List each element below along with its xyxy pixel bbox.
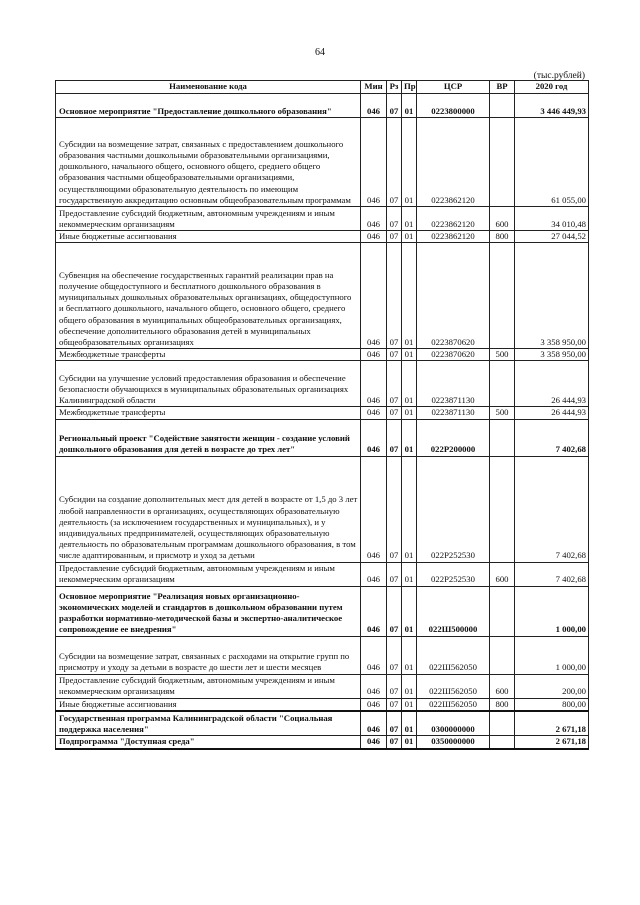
row-vr [490, 419, 515, 456]
row-min: 046 [361, 243, 387, 349]
table-row [56, 243, 589, 349]
row-vr: 500 [490, 349, 515, 361]
row-min: 046 [361, 698, 387, 711]
row-name: Основное мероприятие "Реализация новых организационно-экономических моделей и стандартов в дошкольном образовании путем разработки нормативно-методической базы и экспертно-аналитическое сопровождение ее внедрения" [56, 586, 361, 636]
row-pr: 01 [402, 407, 417, 419]
row-name: Иные бюджетные ассигнования [56, 698, 361, 711]
row-name: Предоставление субсидий бюджетным, автономным учреждениям и иным некоммерческим организациям [56, 562, 361, 586]
row-min: 046 [361, 207, 387, 231]
row-csr: 022P252530 [417, 456, 490, 562]
row-csr: 022Ш500000 [417, 586, 490, 636]
table-row [56, 94, 589, 118]
row-min: 046 [361, 419, 387, 456]
header-rz: Рз [387, 81, 402, 94]
row-pr: 01 [402, 736, 417, 749]
row-amount: 800,00 [515, 698, 589, 711]
row-name: Предоставление субсидий бюджетным, автономным учреждениям и иным некоммерческим организациям [56, 674, 361, 698]
row-csr: 0223800000 [417, 94, 490, 118]
row-min: 046 [361, 118, 387, 207]
row-min: 046 [361, 736, 387, 749]
row-name: Основное мероприятие "Предоставление дошкольного образования" [56, 94, 361, 118]
row-pr: 01 [402, 243, 417, 349]
row-csr: 022P252530 [417, 562, 490, 586]
row-min: 046 [361, 231, 387, 243]
table-row [56, 361, 589, 407]
row-amount: 200,00 [515, 674, 589, 698]
row-pr: 01 [402, 636, 417, 674]
row-amount: 26 444,93 [515, 361, 589, 407]
row-rz: 07 [387, 243, 402, 349]
row-csr: 0223862120 [417, 207, 490, 231]
row-min: 046 [361, 349, 387, 361]
row-min: 046 [361, 456, 387, 562]
row-rz: 07 [387, 207, 402, 231]
row-amount: 3 358 950,00 [515, 243, 589, 349]
row-rz: 07 [387, 698, 402, 711]
row-amount: 2 671,18 [515, 736, 589, 749]
row-vr [490, 586, 515, 636]
row-pr: 01 [402, 456, 417, 562]
row-pr: 01 [402, 349, 417, 361]
row-csr: 022Ш562050 [417, 698, 490, 711]
row-csr: 0350000000 [417, 736, 490, 749]
row-amount: 26 444,93 [515, 407, 589, 419]
row-rz: 07 [387, 736, 402, 749]
row-rz: 07 [387, 562, 402, 586]
header-csr: ЦСР [417, 81, 490, 94]
row-amount: 61 055,00 [515, 118, 589, 207]
table-row [56, 349, 589, 361]
row-rz: 07 [387, 361, 402, 407]
row-rz: 07 [387, 118, 402, 207]
row-pr: 01 [402, 419, 417, 456]
row-amount: 1 000,00 [515, 586, 589, 636]
row-csr: 022Ш562050 [417, 674, 490, 698]
table-row [56, 736, 589, 749]
row-csr: 0223871130 [417, 361, 490, 407]
row-rz: 07 [387, 94, 402, 118]
row-name: Предоставление субсидий бюджетным, автономным учреждениям и иным некоммерческим организациям [56, 207, 361, 231]
row-rz: 07 [387, 674, 402, 698]
table-row [56, 207, 589, 231]
row-pr: 01 [402, 231, 417, 243]
row-name: Межбюджетные трансферты [56, 407, 361, 419]
row-vr [490, 456, 515, 562]
row-vr: 600 [490, 562, 515, 586]
budget-table [55, 80, 589, 750]
table-row [56, 456, 589, 562]
row-min: 046 [361, 361, 387, 407]
row-vr [490, 711, 515, 736]
table-row [56, 419, 589, 456]
row-vr: 600 [490, 207, 515, 231]
row-csr: 022Ш562050 [417, 636, 490, 674]
row-vr [490, 243, 515, 349]
header-pr: Пр [402, 81, 417, 94]
row-pr: 01 [402, 586, 417, 636]
row-pr: 01 [402, 562, 417, 586]
row-vr: 600 [490, 674, 515, 698]
row-vr: 800 [490, 231, 515, 243]
row-rz: 07 [387, 407, 402, 419]
row-pr: 01 [402, 698, 417, 711]
header-year: 2020 год [515, 81, 589, 94]
row-pr: 01 [402, 94, 417, 118]
table-row [56, 231, 589, 243]
row-name: Субвенция на обеспечение государственных гарантий реализации прав на получение общедоступного и бесплатного дошкольного образования в муниципальных дошкольных образовательных организациях, общедоступного и бесплатного дошкольного, начального общего, основного общего, среднего общего образования в муниципальных общеобразовательных организациях, обеспечение дополнительного образования детей в муниципальных общеобразовательных организациях [56, 243, 361, 349]
row-amount: 7 402,68 [515, 562, 589, 586]
row-pr: 01 [402, 207, 417, 231]
row-csr: 0223862120 [417, 118, 490, 207]
row-amount: 27 044,52 [515, 231, 589, 243]
row-pr: 01 [402, 711, 417, 736]
row-rz: 07 [387, 711, 402, 736]
row-rz: 07 [387, 349, 402, 361]
table-row [56, 586, 589, 636]
row-vr [490, 361, 515, 407]
row-vr [490, 636, 515, 674]
row-min: 046 [361, 674, 387, 698]
header-name: Наименование кода [56, 81, 361, 94]
header-vr: ВР [490, 81, 515, 94]
row-rz: 07 [387, 456, 402, 562]
row-min: 046 [361, 94, 387, 118]
table-row [56, 698, 589, 711]
row-rz: 07 [387, 231, 402, 243]
row-rz: 07 [387, 419, 402, 456]
row-vr [490, 736, 515, 749]
table-row [56, 407, 589, 419]
row-rz: 07 [387, 586, 402, 636]
row-min: 046 [361, 562, 387, 586]
row-vr [490, 118, 515, 207]
row-amount: 7 402,68 [515, 419, 589, 456]
row-csr: 0223870620 [417, 349, 490, 361]
page-number: 64 [315, 47, 325, 58]
row-rz: 07 [387, 636, 402, 674]
row-amount: 1 000,00 [515, 636, 589, 674]
row-pr: 01 [402, 118, 417, 207]
row-csr: 022P200000 [417, 419, 490, 456]
row-name: Субсидии на создание дополнительных мест для детей в возрасте от 1,5 до 3 лет любой направленности в организациях, осуществляющих образовательную деятельность (за исключением государственных и муниципальных), и у индивидуальных предпринимателей, осуществляющих образовательную деятельность по образовательным программам дошкольного образования, в том числе адаптированным, и присмотр и уход за детьми [56, 456, 361, 562]
table-row [56, 711, 589, 736]
row-name: Подпрограмма "Доступная среда" [56, 736, 361, 749]
row-amount: 34 010,48 [515, 207, 589, 231]
row-vr [490, 94, 515, 118]
row-csr: 0223862120 [417, 231, 490, 243]
row-amount: 3 446 449,93 [515, 94, 589, 118]
row-min: 046 [361, 711, 387, 736]
row-name: Государственная программа Калининградской области "Социальная поддержка населения" [56, 711, 361, 736]
row-csr: 0300000000 [417, 711, 490, 736]
row-amount: 7 402,68 [515, 456, 589, 562]
table-row [56, 562, 589, 586]
row-name: Субсидии на возмещение затрат, связанных с предоставлением дошкольного образования частными дошкольными образовательными организациями, дошкольного, начального общего, основного общего, среднего общего образования частными общеобразовательными организациями, осуществляющими образовательную деятельность по имеющим государственную аккредитацию основным общеобразовательным программам [56, 118, 361, 207]
row-pr: 01 [402, 361, 417, 407]
row-min: 046 [361, 407, 387, 419]
units-label: (тыс.рублей) [533, 71, 585, 81]
row-min: 046 [361, 586, 387, 636]
row-name: Региональный проект "Содействие занятости женщин - создание условий дошкольного образования для детей в возрасте до трех лет" [56, 419, 361, 456]
row-name: Субсидии на возмещение затрат, связанных с расходами на открытие групп по присмотру и уходу за детьми в возрасте до шести лет и шести месяцев [56, 636, 361, 674]
row-name: Межбюджетные трансферты [56, 349, 361, 361]
row-csr: 0223870620 [417, 243, 490, 349]
header-min: Мин [361, 81, 387, 94]
table-row [56, 118, 589, 207]
row-amount: 3 358 950,00 [515, 349, 589, 361]
row-csr: 0223871130 [417, 407, 490, 419]
row-pr: 01 [402, 674, 417, 698]
row-min: 046 [361, 636, 387, 674]
table-row [56, 674, 589, 698]
row-name: Иные бюджетные ассигнования [56, 231, 361, 243]
row-name: Субсидии на улучшение условий предоставления образования и обеспечение безопасности обучающихся в муниципальных образовательных организациях Калининградской области [56, 361, 361, 407]
table-row [56, 636, 589, 674]
row-vr: 800 [490, 698, 515, 711]
table-header-row [56, 81, 589, 94]
row-vr: 500 [490, 407, 515, 419]
row-amount: 2 671,18 [515, 711, 589, 736]
